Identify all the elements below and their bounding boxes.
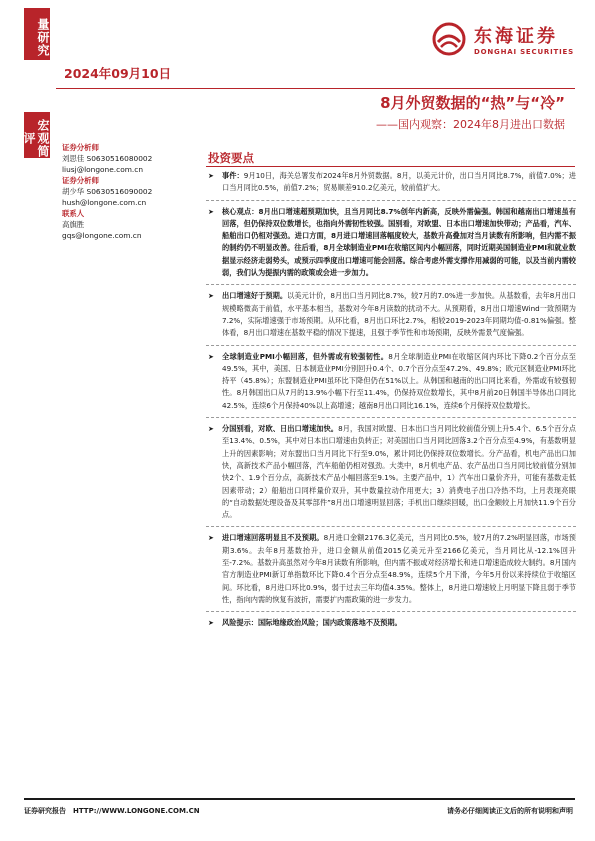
analyst-email[interactable]: hush@longone.com.cn xyxy=(62,198,147,207)
bullet-arrow-icon: ➤ xyxy=(208,619,214,628)
logo-chinese-name: 东海证券 xyxy=(474,26,558,47)
divider xyxy=(206,417,576,418)
bullet-arrow-icon: ➤ xyxy=(208,172,214,180)
header-rule xyxy=(56,88,575,89)
highlights-rule xyxy=(206,166,575,167)
report-subtitle: ——国内观察：2024年8月进出口数据 xyxy=(376,118,565,131)
highlights-heading: 投资要点 xyxy=(208,151,254,165)
contact-email[interactable]: gqs@longone.com.cn xyxy=(62,231,142,240)
bullet-imports: ➤ 进口增速回落明显且不及预期。8月进口金额2176.3亿美元，当月同比0.5%，较7月的7.2%明显回落，市场预期3.6%。去年8月基数抬升，进口金额从前值2015亿美元升至2166亿美元，当月同比从-12.1%回升至-7.2%。基数升高虽然对今年8月读数有所影响，但内需不振或对经济增长和进口增速造成较大制约。8月国内官方制造业PMI新订单指数环比下降0.4个百分点至48.9%，连续5个月下滑，今年5月份以来持续位于收缩区间。环比看，8月进口环比0.9%，弱于过去三年均值4.35%。整体上，8月进口增速较上月明显下降且弱于季节性，指向内需的恢复有波折，需要扩内需政策的进一步发力。 xyxy=(208,533,576,604)
report-type-tab: 量研究 xyxy=(24,8,50,60)
donghai-logo-icon xyxy=(432,22,466,56)
bullet-arrow-icon: ➤ xyxy=(208,352,214,361)
footer-rule xyxy=(24,798,575,800)
bullet-arrow-icon: ➤ xyxy=(208,534,214,543)
bullet-global-pmi: ➤ 全球制造业PMI小幅回落，但外需或有较强韧性。8月全球制造业PMI在收缩区间内环比下降0.2个百分点至49.5%，其中，美国、日本制造业PMI分别回升0.4个、0.7个百分点至47.2%、49.8%；欧元区制造业PMI环比持平（45.8%）；东盟制造业PMI虽环比下降但仍在51%以上。从韩国和越南的出口同比来看，外需或有较强韧性。8月韩国出口从7月的13.9%小幅下行至11.4%，仍保持双位数增长，其中8月前20日韩国半导体出口同比42.5%，连续6个月保持40%以上高增速；越南8月出口同比16.1%，连续6个月保持双位数增长。 xyxy=(208,351,576,410)
analyst-panel xyxy=(62,142,182,241)
analyst-role: 证券分析师 xyxy=(62,176,99,185)
analyst-name-id: 刘思佳 S0630516080002 xyxy=(62,154,153,163)
analyst-block xyxy=(62,208,182,241)
bullet-arrow-icon: ➤ xyxy=(208,292,214,301)
footer-disclaimer: 请务必仔细阅读正文后的所有说明和声明 xyxy=(447,807,573,815)
divider xyxy=(206,611,576,612)
category-tab: 宏观简评 xyxy=(24,112,50,158)
bullet-arrow-icon: ➤ xyxy=(208,425,214,434)
divider xyxy=(206,200,576,201)
logo-english-name: DONGHAI SECURITIES xyxy=(474,48,574,56)
divider xyxy=(206,284,576,285)
bullet-core-view: ➤ 核心观点：8月出口增速超预期加快，且当月同比8.7%创年内新高，反映外需偏强。韩国和越南出口增速虽有回落，但仍保持双位数增长，也指向外需韧性较强。国别看，对欧盟、日本出口增速加快带动；产品看，汽车、船舶出口仍相对强劲。进口方面，8月进口增速回落幅度较大，基数升高叠加对当月读数有所影响，但内需不振的制约仍不明显改善。往后看，8月全球制造业PMI在收缩区间内小幅回落，同时近期美国制造业PMI和就业数据显示经济走弱势头，或预示四季度出口增速可能会回落。综合考虑外需支撑作用减弱的可能，以及当前内需较弱，我们认为提振内需的政策或会进一步加力。 xyxy=(208,206,576,278)
bullet-by-country: ➤ 分国别看，对欧、日出口增速加快。8月，我国对欧盟、日本出口当月同比较前值分别上升5.4个、6.5个百分点至13.4%、0.5%，其中对日本出口增速由负转正；对美国出口当月同比回落3.2个百分点至4.9%，有基数明显上升的因素影响；对东盟出口当月同比下行至9.0%，累计同比仍保持双位数增长。分产品看，机电产品出口加快，高新技术产品小幅回落，汽车船舶仍相对强劲。大类中，8月机电产品、农产品出口当月同比较前值分别加快2个、1.9个百分点，高新技术产品小幅回落至9.1%。主要产品中，1）汽车出口量价齐升，可能有基数走低因素带动；2）船舶出口同样量价双升，其中数量拉动作用更大；3）消费电子出口冷热不均，上月表现亮眼的“自动数据处理设备及其零部件”8月出口增速明显回落；手机出口继续回暖，出口金额较上月加快11.9个百分点。 xyxy=(208,424,576,520)
footer-website[interactable]: 证券研究报告 HTTP://WWW.LONGONE.COM.CN xyxy=(24,807,200,815)
contact-name: 高旗胜 xyxy=(62,220,85,229)
highlights-list xyxy=(206,170,576,635)
analyst-block xyxy=(62,142,182,175)
analyst-role: 证券分析师 xyxy=(62,143,99,152)
analyst-block xyxy=(62,175,182,208)
bullet-event: ➤ 事件：9月10日，海关总署发布2024年8月外贸数据。8月，以美元计价，出口当月同比8.7%，前值7.0%；进口当月同比0.5%，前值7.2%；贸易顺差910.2亿美元，较前值扩大。 xyxy=(208,171,576,193)
report-date: 2024年09月10日 xyxy=(64,66,172,81)
analyst-name-id: 胡少华 S0630516090002 xyxy=(62,187,153,196)
bullet-risk: ➤ 风险提示：国际地缘政治风险；国内政策落地不及预期。 xyxy=(206,617,576,629)
bullet-arrow-icon: ➤ xyxy=(208,207,214,216)
bullet-exports: ➤ 出口增速好于预期。以美元计价，8月出口当月同比8.7%，较7月的7.0%进一步加快。从基数看，去年8月出口规模略微高于前值，水平基本相当，基数对今年8月读数的扰动不大。从预期看，8月出口增速Wind一致预期为7.2%，实际增速强于市场预期。从环比看，8月出口环比2.7%，相较2019-2023年同期均值-0.81%偏强。整体看，8月出口增速在基数平稳的情况下提速，且强于季节性和市场预期，反映外需景气度偏强。 xyxy=(208,291,576,338)
analyst-email[interactable]: liusj@longone.com.cn xyxy=(62,165,144,174)
company-logo xyxy=(432,18,582,64)
report-title: 8月外贸数据的“热”与“冷” xyxy=(380,94,565,112)
contact-role: 联系人 xyxy=(62,209,85,218)
divider xyxy=(206,526,576,527)
divider xyxy=(206,345,576,346)
